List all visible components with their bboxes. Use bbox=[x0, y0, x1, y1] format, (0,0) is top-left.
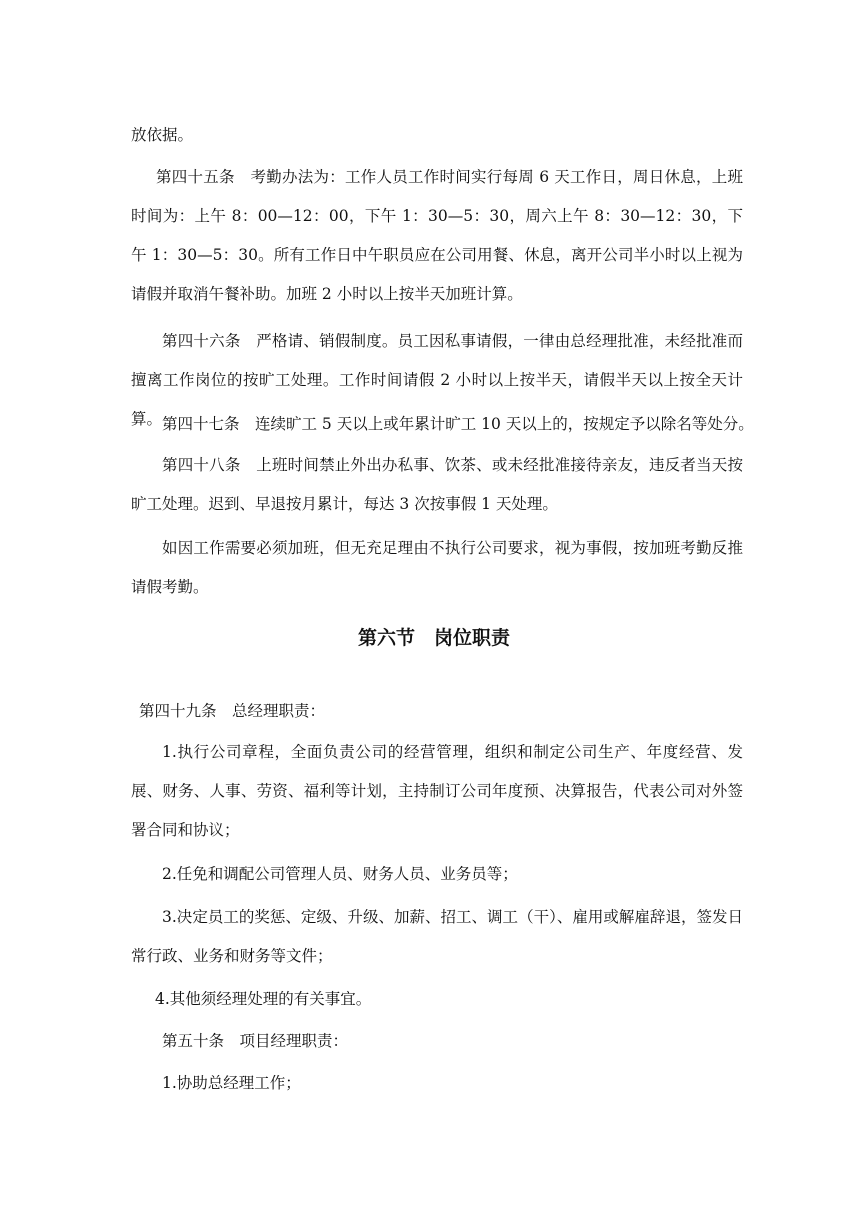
article-50-title: 第五十条 项目经理职责： bbox=[162, 1032, 349, 1050]
article-47: 第四十七条 连续旷工 5 天以上或年累计旷工 10 天以上的，按规定予以除名等处分。 bbox=[162, 415, 754, 433]
article-45: 第四十五条 考勤办法为：工作人员工作时间实行每周 6 天工作日，周日休息，上班时间为：上午 8：00—12：00，下午 1：30—5：30，周六上午 8：30—12：30，下午 1：30—5：30。所有工作日中午职员应在公司用餐、休息，离开公司半小时以上视为请假并取消午餐补助。加班 2 小时以上按半天加班计算。 bbox=[131, 168, 743, 303]
article-46: 第四十六条 严格请、销假制度。员工因私事请假，一律由总经理批准，未经批准而擅离工作岗位的按旷工处理。工作时间请假 2 小时以上按半天，请假半天以上按全天计算。 bbox=[131, 332, 743, 428]
gm-duty-4: 4.其他须经理处理的有关事宜。 bbox=[155, 990, 372, 1008]
gm-duty-3: 3.决定员工的奖惩、定级、升级、加薪、招工、调工（干）、雇用或解雇辞退，签发日常行政、业务和财务等文件； bbox=[131, 908, 743, 965]
overtime-note: 如因工作需要必须加班，但无充足理由不执行公司要求，视为事假，按加班考勤反推请假考勤。 bbox=[131, 539, 743, 596]
article-49-title: 第四十九条 总经理职责： bbox=[139, 702, 326, 720]
gm-duty-2: 2.任免和调配公司管理人员、财务人员、业务员等； bbox=[162, 865, 518, 883]
section-title: 第六节 岗位职责 bbox=[357, 627, 510, 649]
article-48: 第四十八条 上班时间禁止外出办私事、饮茶、或未经批准接待亲友，违反者当天按旷工处理。迟到、早退按月累计，每达 3 次按事假 1 天处理。 bbox=[131, 456, 743, 513]
gm-duty-1: 1.执行公司章程，全面负责公司的经营管理，组织和制定公司生产、年度经营、发展、财务、人事、劳资、福利等计划，主持制订公司年度预、决算报告，代表公司对外签署合同和协议； bbox=[131, 743, 743, 839]
pm-duty-1: 1.协助总经理工作； bbox=[162, 1074, 301, 1092]
paragraph-continuation: 放依据。 bbox=[131, 126, 194, 144]
